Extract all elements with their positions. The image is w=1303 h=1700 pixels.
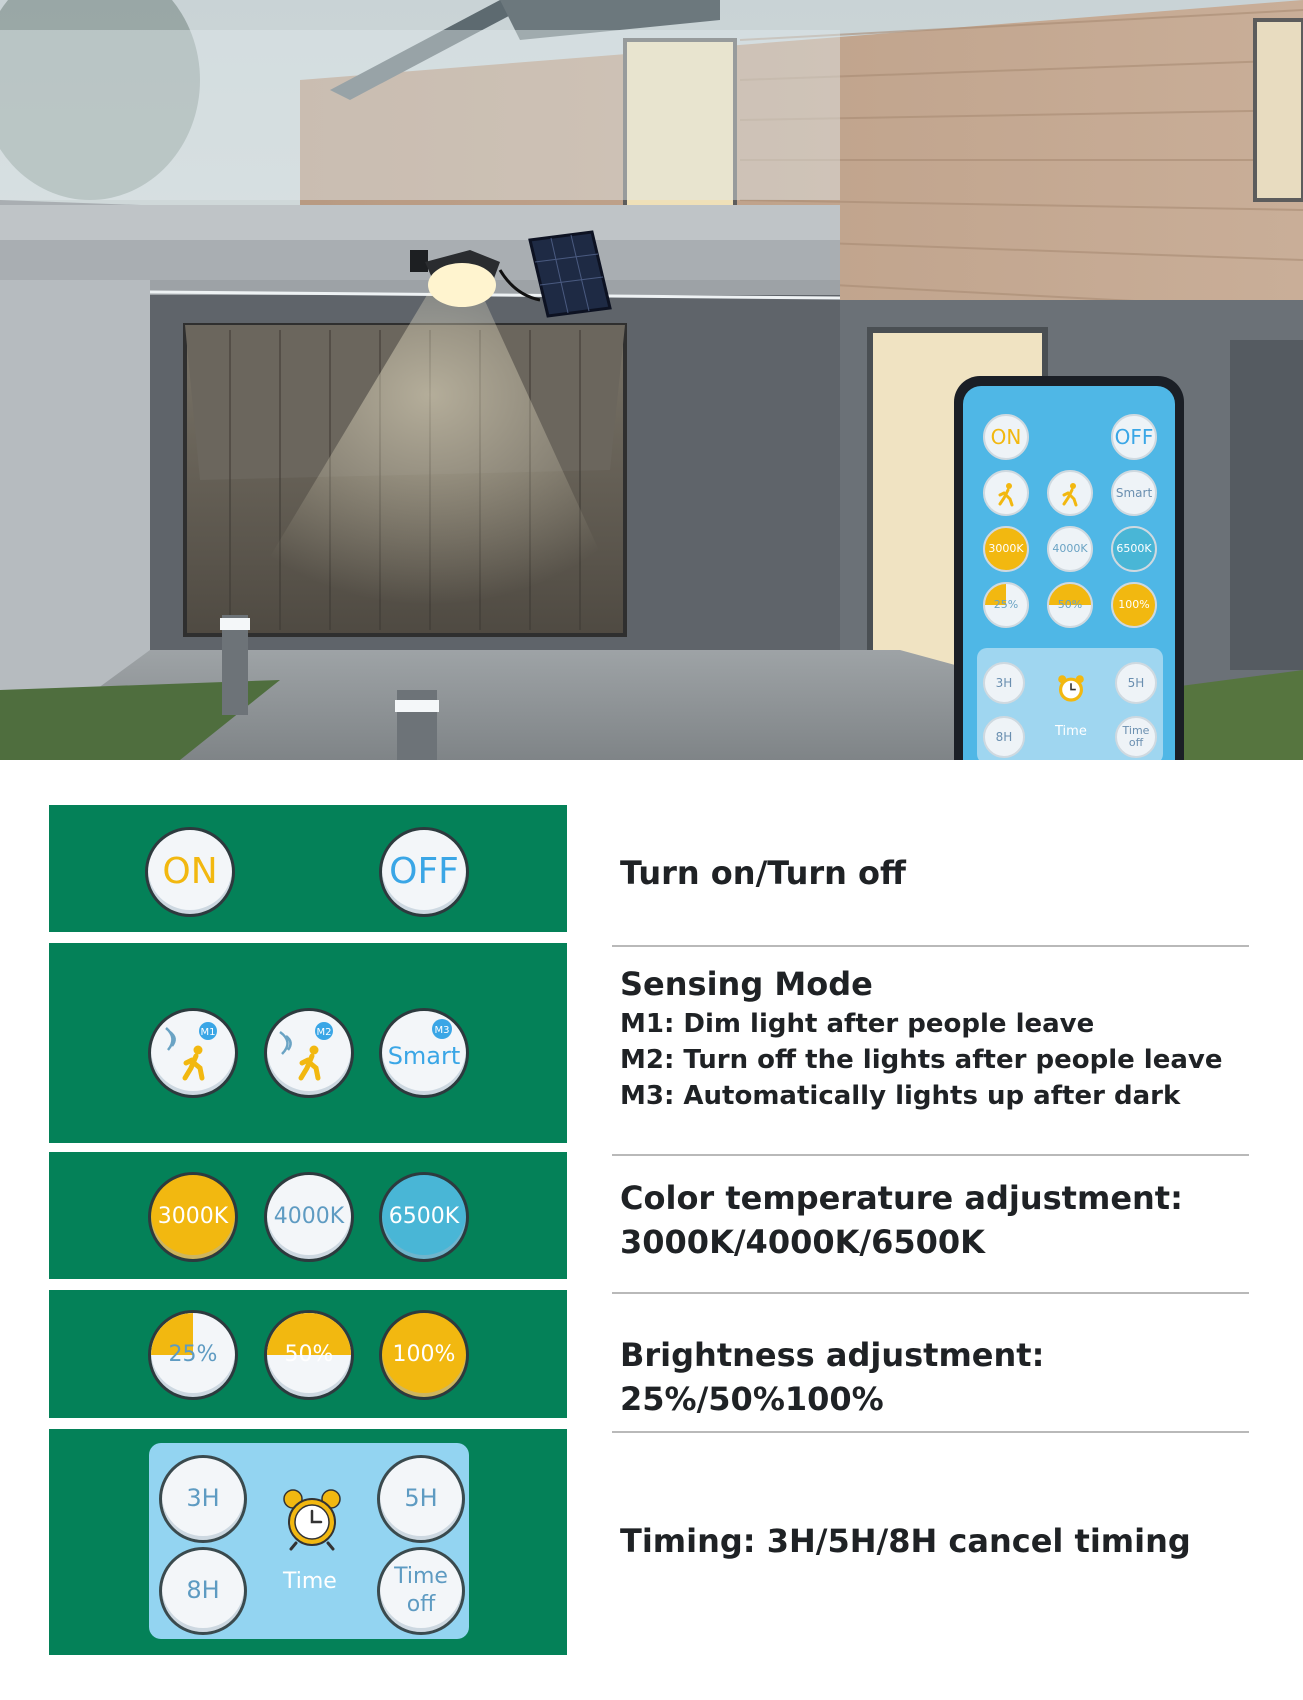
remote-control [954,376,1184,760]
divider [612,1292,1249,1294]
sensing-mode-line: M3: Automatically lights up after dark [620,1081,1181,1111]
divider [612,1431,1249,1433]
remote-smart-button[interactable]: Smart [1111,470,1157,516]
time-off-button[interactable] [377,1547,465,1635]
on-off-title: Turn on/Turn off [620,854,906,892]
brightness-description [620,1333,1303,1421]
m3-badge-icon [430,1017,454,1041]
brightness-50-button[interactable] [264,1310,354,1400]
color-temperature-title: Color temperature adjustment: [620,1179,1183,1217]
off-label: OFF [389,851,459,893]
color-temperature-values: 3000K/4000K/6500K [620,1223,985,1261]
5h-button[interactable] [377,1455,465,1543]
sensing-mode-panel [49,943,567,1143]
remote-on-button[interactable]: ON [983,414,1029,460]
remote-100-button[interactable]: 100% [1111,582,1157,628]
remote-3h-button[interactable]: 3H [983,662,1025,704]
time-off-label: Time [394,1564,448,1589]
3h-label: 3H [186,1484,220,1513]
remote-off-button[interactable]: OFF [1111,414,1157,460]
m1-badge: M1 [200,1027,216,1038]
m2-button[interactable] [264,1008,354,1098]
time-off-label: off [406,1592,436,1617]
brightness-100-label: 100% [392,1342,456,1368]
m3-badge: M3 [434,1025,450,1036]
4000k-button[interactable] [264,1172,354,1262]
3000k-label: 3000K [157,1204,229,1230]
brightness-100-button[interactable] [379,1310,469,1400]
on-label: ON [162,851,218,893]
alarm-clock-icon [1055,672,1087,704]
remote-5h-button[interactable]: 5H [1115,662,1157,704]
smart-button[interactable] [379,1008,469,1098]
m1-button[interactable] [148,1008,238,1098]
5h-label: 5H [404,1484,438,1513]
remote-8h-button[interactable]: 8H [983,716,1025,758]
remote-4000k-button[interactable]: 4000K [1047,526,1093,572]
remote-time-label: Time [1055,724,1087,739]
3000k-button[interactable] [148,1172,238,1262]
alarm-clock-icon [281,1487,343,1551]
time-label: Time [283,1569,337,1594]
m2-badge: M2 [316,1027,332,1038]
6500k-button[interactable] [379,1172,469,1262]
on-button[interactable] [145,827,235,917]
brightness-title: Brightness adjustment: 25%/50%100% [620,1336,1045,1418]
remote-time-off-button[interactable]: Time off [1115,716,1157,758]
smart-label: Smart [387,1042,461,1071]
brightness-25-button[interactable] [148,1310,238,1400]
divider [612,945,1249,947]
remote-face [963,386,1175,760]
remote-6500k-button[interactable]: 6500K [1111,526,1157,572]
sensing-mode-title: Sensing Mode [620,965,873,1003]
8h-button[interactable] [159,1547,247,1635]
hero-illustration [0,0,1303,760]
timing-panel [49,1429,567,1655]
brightness-50-label: 50% [284,1342,334,1368]
brightness-panel [49,1290,567,1418]
sensing-mode-description [620,962,1222,1114]
person-motion-icon [991,478,1021,508]
brightness-25-label: 25% [168,1342,218,1368]
remote-50-button[interactable]: 50% [1047,582,1093,628]
sensing-mode-line: M1: Dim light after people leave [620,1009,1095,1039]
color-temperature-panel [49,1152,567,1279]
remote-3000k-button[interactable]: 3000K [983,526,1029,572]
4000k-label: 4000K [273,1204,345,1230]
remote-m2-button[interactable] [1047,470,1093,516]
off-button[interactable] [379,827,469,917]
on-off-panel [49,805,567,932]
person-motion-icon [158,1018,228,1088]
on-off-description [620,851,906,895]
remote-m1-button[interactable] [983,470,1029,516]
divider [612,1154,1249,1156]
8h-label: 8H [186,1576,220,1605]
timing-title: Timing: 3H/5H/8H cancel timing [620,1522,1191,1560]
timing-description [620,1519,1191,1563]
color-temperature-description [620,1176,1183,1264]
3h-button[interactable] [159,1455,247,1543]
sensing-mode-line: M2: Turn off the lights after people leave [620,1045,1223,1075]
6500k-label: 6500K [388,1204,460,1230]
person-motion-icon [1055,478,1085,508]
person-motion-icon [274,1018,344,1088]
remote-25-button[interactable]: 25% [983,582,1029,628]
